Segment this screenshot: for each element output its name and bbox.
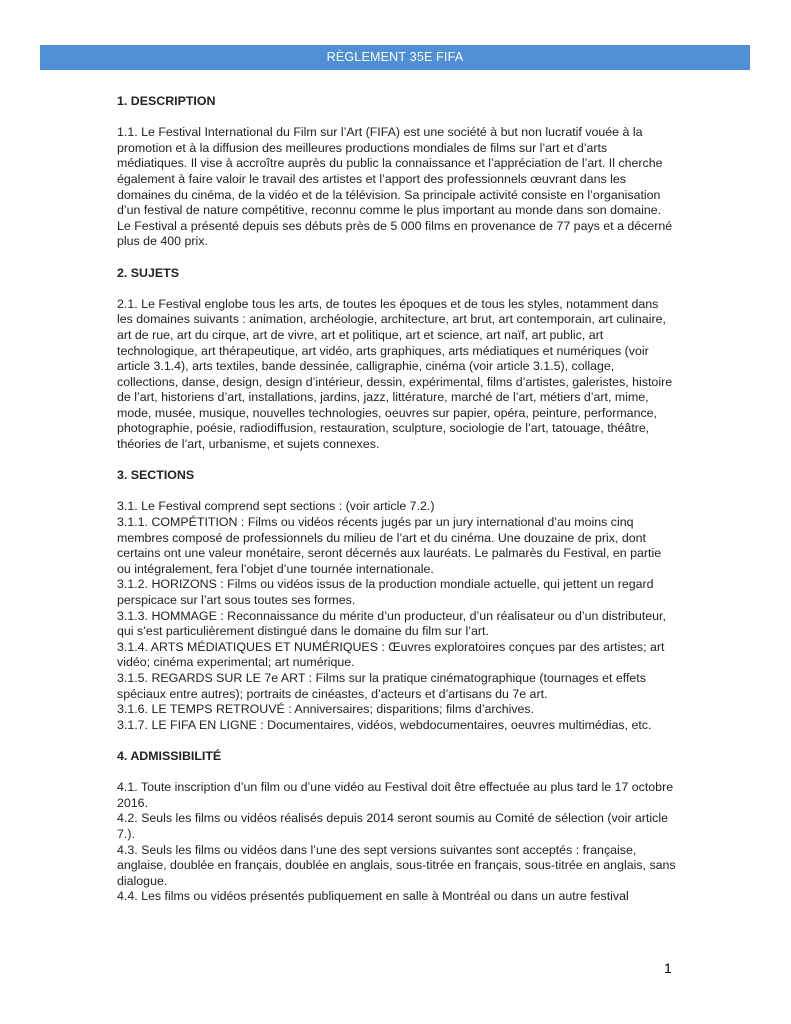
paragraph-line: 3.1.5. REGARDS SUR LE 7e ART : Films sur la pratique cinématographique (tournages et effets spéciaux entre autres); portraits de cinéastes, d’acteurs et d’artisans du 7e art. [117,670,646,701]
paragraph-line: 2.1. Le Festival englobe tous les arts, de toutes les époques et de tous les styles, notamment dans les domaines suivants : animation, archéologie, architecture, art brut, art contemporain, art culinaire, art de rue, art du cirque, art de vivre, art et politique, art et science, art naïf, art public, art technologique, art thérapeutique, art vidéo, arts graphiques, arts médiatiques et numériques (voir article 3.1.4), arts textiles, bande dessinée, calligraphie, cinéma (voir article 3.1.5), collage, collections, danse, design, design d’intérieur, dessin, expérimental, films d’artistes, galeristes, histoire de l’art, historiens d’art, installations, jardins, jazz, littérature, marché de l’art, métiers d’art, mime, mode, musée, musique, nouvelles technologies, oeuvres sur papier, opéra, peinture, performance, photographie, poésie, radiodiffusion, restauration, sculpture, sociologie de l’art, tatouage, théâtre, théories de l’art, urbanisme, et sujets connexes. [117,296,673,452]
section-heading: 4. ADMISSIBILITÉ [117,748,222,763]
paragraph [117,780,677,905]
document-header-bar [40,45,750,70]
document-title: RÈGLEMENT 35E FIFA [326,50,464,64]
paragraph-line: 3.1.4. ARTS MÉDIATIQUES ET NUMÉRIQUES : Œuvres exploratoires conçues par des artistes; art vidéo; cinéma experimental; art numérique. [117,639,665,670]
section-description [117,94,677,250]
paragraph-line: 1.1. Le Festival International du Film sur l’Art (FIFA) est une société à but non lucratif vouée à la promotion et à la diffusion des meilleures productions mondiales de films sur l’art et d’arts médiatiques. Il vise à accroître auprès du public la connaissance et l’appréciation de l’art. Il cherche également à faire valoir le travail des artistes et l’apport des professionnels œuvrant dans les domaines du cinéma, de la vidéo et de la télévision. Sa principale activité consiste en l’organisation d’un festival de nature compétitive, reconnu comme le plus important au monde dans son domaine. Le Festival a présenté depuis ses débuts près de 5 000 films en provenance de 77 pays et a décerné plus de 400 prix. [117,125,673,249]
paragraph [117,297,677,453]
page-number: 1 [664,960,672,976]
paragraph-line: 3.1.7. LE FIFA EN LIGNE : Documentaires, vidéos, webdocumentaires, oeuvres multimédias, etc. [117,717,652,732]
paragraph [117,499,677,733]
paragraph-line: 4.1. Toute inscription d’un film ou d’une vidéo au Festival doit être effectuée au plus tard le 17 octobre 2016. [117,780,674,810]
paragraph-line: 4.2. Seuls les films ou vidéos réalisés depuis 2014 seront soumis au Comité de sélection (voir article 7.). [117,811,668,841]
paragraph-line: 3.1.3. HOMMAGE : Reconnaissance du mérite d’un producteur, d’un réalisateur ou d’un distributeur, qui s’est particulièrement distingué dans le domaine du film sur l’art. [117,608,666,639]
document-body [117,94,677,920]
paragraph-line: 4.3. Seuls les films ou vidéos dans l’une des sept versions suivantes sont acceptés : française, anglaise, doublée en français, doublée en anglais, sous-titrée en français, sous-titrée en anglais, sans dialogue. [117,842,676,888]
section-heading: 2. SUJETS [117,265,179,280]
paragraph-line: 3.1.6. LE TEMPS RETROUVÉ : Anniversaires; disparitions; films d’archives. [117,702,535,717]
section-heading: 3. SECTIONS [117,468,195,483]
paragraph-line: 3.1.1. COMPÉTITION : Films ou vidéos récents jugés par un jury international d’au moins cinq membres composé de professionnels du milieu de l’art et du cinéma. Une douzaine de prix, dont certains ont une valeur monétaire, seront décernés aux lauréats. Le palmarès du Festival, en partie ou intégralement, fera l’objet d’une tournée internationale. [117,515,662,576]
section-sections [117,468,677,733]
section-admissibilite [117,749,677,905]
section-heading: 1. DESCRIPTION [117,94,216,108]
paragraph-line: 3.1. Le Festival comprend sept sections : (voir article 7.2.) [117,499,435,514]
paragraph-line: 3.1.2. HORIZONS : Films ou vidéos issus de la production mondiale actuelle, qui jettent un regard perspicace sur l’art sous toutes ses formes. [117,577,654,607]
paragraph [117,125,677,250]
paragraph-line: 4.4. Les films ou vidéos présentés publiquement en salle à Montréal ou dans un autre festival [117,889,629,904]
section-sujets [117,266,677,453]
